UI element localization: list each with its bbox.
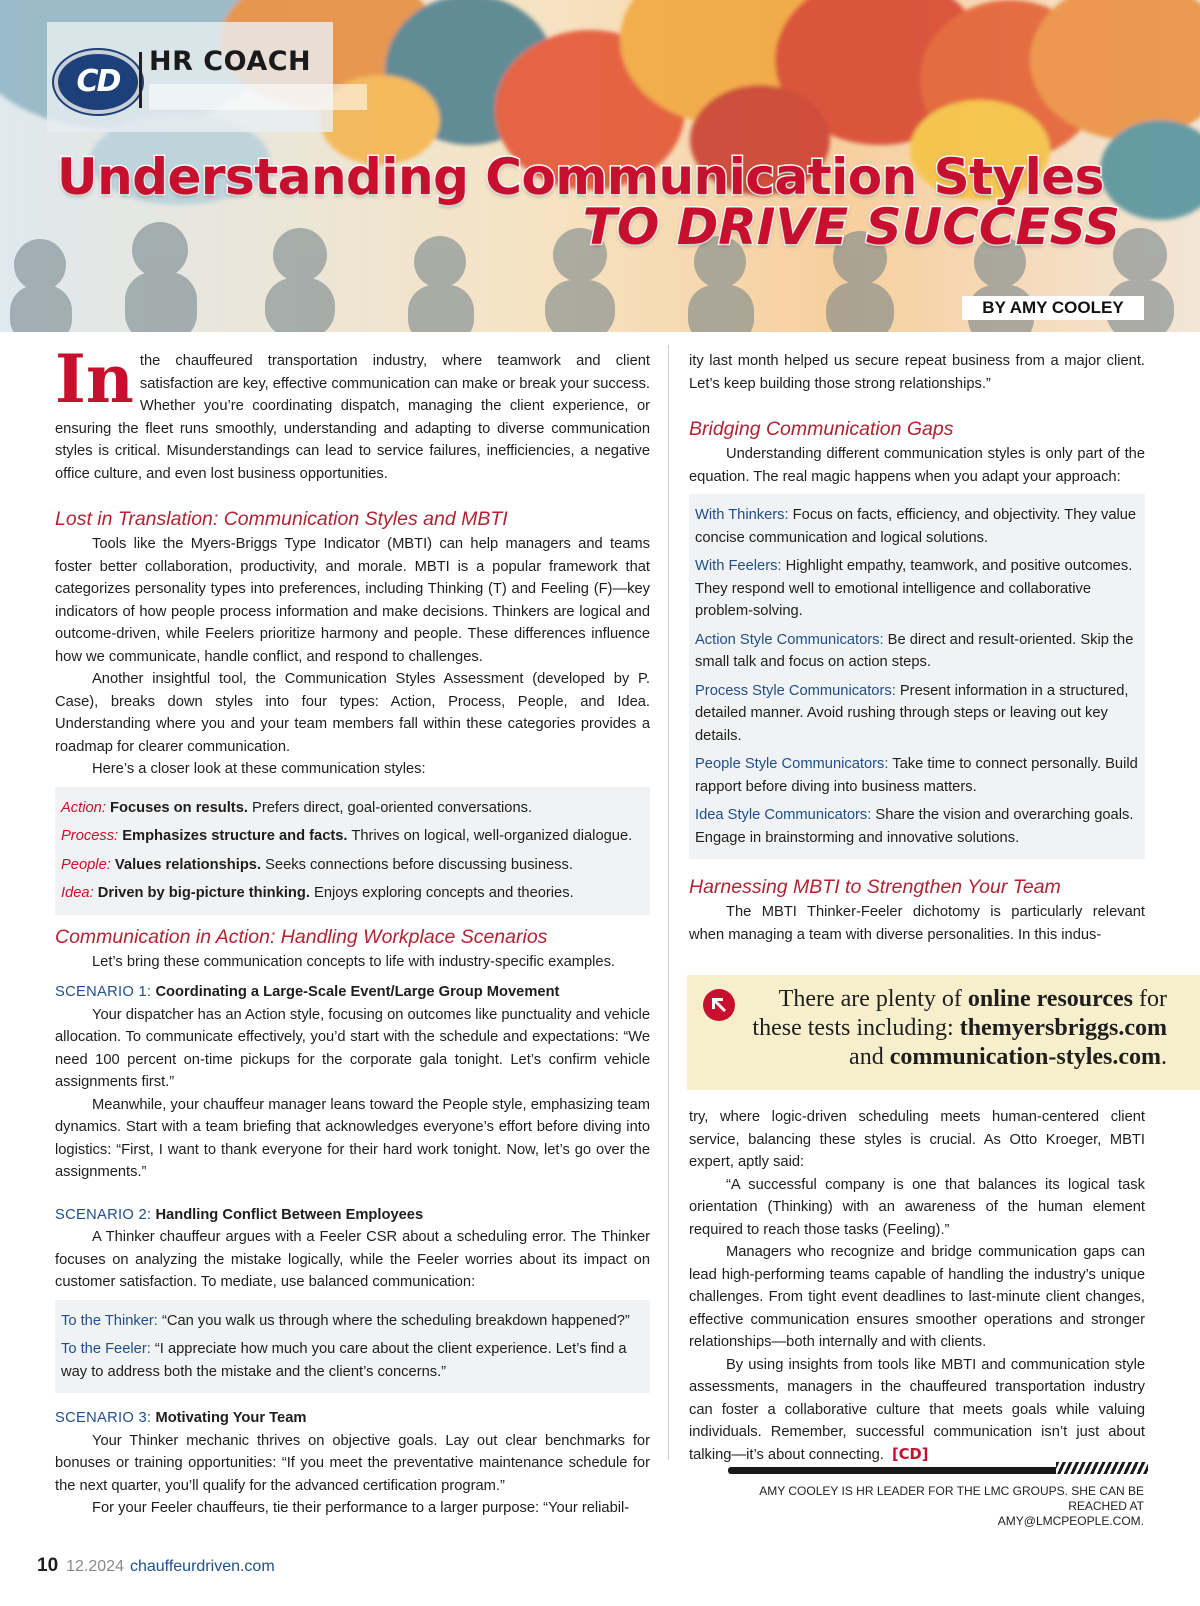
paragraph-csa: Another insightful tool, the Communication Styles Assessment (developed by P. Case), breaks down styles into four types: Action, Process, People, and Idea. Understanding where you and your team members fall within these categories provides a roadmap for clearer communication. [55, 671, 650, 755]
mediation-tag: To the Thinker: [61, 1312, 158, 1329]
callout-link: themyersbriggs.com [959, 1015, 1167, 1041]
adapt-text: Focus on facts, efficiency, and objectivity. They value concise communication and logical solutions. [695, 507, 1137, 546]
style-item [61, 797, 644, 820]
adapt-box [689, 494, 1145, 859]
styles-box [55, 787, 650, 915]
resources-callout [687, 975, 1200, 1090]
final-text: By using insights from tools like MBTI and communication style assessments, managers in the chauffeured transportation industry can foster a collaborative culture that meets goals while valuing individuals. Remember, successful communication isn’t just about talking—it’s about connecting. [689, 1356, 1145, 1463]
bio-line: AMY COOLEY IS HR LEADER FOR THE LMC GROUPS. SHE CAN BE REACHED AT [759, 1484, 1144, 1513]
adapt-item [695, 504, 1139, 549]
bio-email: AMY@LMCPEOPLE.COM. [997, 1514, 1144, 1528]
callout-link: communication-styles.com [889, 1044, 1161, 1070]
style-text: Thrives on logical, well-organized dialogue. [347, 828, 633, 844]
headline-line-2: TO DRIVE SUCCESS [582, 198, 1120, 256]
style-bold: Focuses on results. [110, 799, 248, 816]
paragraph-managers: Managers who recognize and bridge communication gaps can lead high-performing teams capable of handling the industry’s unique challenges. From tight event deadlines to last-minute client changes, effective communication ensures smoother operations and stronger relationships—both internally and with clients. [689, 1244, 1145, 1350]
logo-divider [139, 52, 142, 108]
mediation-item [61, 1310, 644, 1333]
style-bold: Values relationships. [114, 856, 262, 873]
style-bold: Driven by big-picture thinking. [97, 885, 310, 901]
column-divider [668, 345, 669, 1460]
scenario-1-heading [55, 981, 650, 1004]
style-tag: People: [61, 856, 111, 873]
style-item [61, 825, 644, 848]
adapt-item [695, 629, 1139, 674]
paragraph-harnessing: The MBTI Thinker-Feeler dichotomy is particularly relevant when managing a team with diverse personalities. In this indus- [689, 904, 1145, 943]
end-mark: [CD] [892, 1445, 929, 1463]
subheading-bridging: Bridging Communication Gaps [689, 418, 954, 440]
scenario-2-heading [55, 1204, 650, 1227]
section-logo [47, 22, 333, 132]
subheading-harnessing: Harnessing MBTI to Strengthen Your Team [689, 876, 1061, 898]
left-column [55, 340, 650, 1520]
mediation-tag: To the Feeler: [61, 1341, 151, 1357]
continued-paragraph: ity last month helped us secure repeat business from a major client. Let’s keep building those strong relationships.” [689, 353, 1145, 392]
scenario-1-paragraph-1: Your dispatcher has an Action style, focusing on outcomes like punctuality and vehicle allocation. To communicate effectively, you’d start with the schedule and expectations: “We need 100 percent on-time pickups for the corporate gala tonight. Let’s confirm vehicle assignments first.” [55, 1006, 650, 1090]
callout-part: . [1161, 1044, 1167, 1070]
scenario-3-heading [55, 1407, 650, 1430]
mediation-box [55, 1300, 650, 1394]
style-item [61, 854, 644, 877]
style-tag: Action: [61, 799, 106, 816]
paragraph-bridging: Understanding different communication styles is only part of the equation. The real magic happens when you adapt your approach: [689, 446, 1145, 485]
callout-part: for these tests including: [752, 986, 1167, 1041]
intro-paragraph [55, 340, 650, 485]
page-number: 10 [37, 1555, 59, 1576]
right-column [689, 350, 1145, 1466]
kroeger-quote: “A successful company is one that balances its logical task orientation (Thinking) with an awareness of the human element required to reach those tasks (Feeling).” [689, 1176, 1145, 1238]
paragraph-final [689, 1354, 1145, 1467]
adapt-item [695, 804, 1139, 849]
subheading-lost-in-translation: Lost in Translation: Communication Styles and MBTI [55, 508, 508, 530]
adapt-tag: Action Style Communicators: [695, 631, 884, 648]
site-url: chauffeurdriven.com [129, 1558, 275, 1575]
adapt-item [695, 555, 1139, 623]
scenario-title: Coordinating a Large-Scale Event/Large Group Movement [155, 984, 560, 1000]
scenario-title: Motivating Your Team [155, 1410, 307, 1426]
mediation-text: “Can you walk us through where the scheduling breakdown happened?” [157, 1312, 630, 1329]
scenario-3-paragraph-2: For your Feeler chauffeurs, tie their performance to a larger purpose: “Your reliabil- [92, 1500, 630, 1516]
logo-strip [149, 84, 367, 110]
style-tag: Idea: [61, 885, 94, 901]
bio-hatch [1056, 1462, 1148, 1474]
adapt-tag: With Thinkers: [695, 507, 789, 523]
scenario-label: SCENARIO 3: [55, 1410, 152, 1426]
issue-date: 12.2024 [66, 1558, 124, 1575]
section-label: HR COACH [149, 46, 312, 77]
adapt-text: Share the vision and overarching goals. Engage in brainstorming and innovative solutions. [695, 807, 1134, 846]
adapt-item [695, 680, 1139, 748]
callout-bold: online resources [967, 986, 1134, 1012]
paragraph-bring: Let’s bring these communication concepts to life with industry-specific examples. [92, 953, 616, 970]
callout-part: There are plenty of [778, 986, 968, 1012]
style-bold: Emphasizes structure and facts. [122, 828, 348, 844]
scenario-label: SCENARIO 1: [55, 984, 152, 1000]
headline-line-1: Understanding Communication Styles [57, 148, 1104, 206]
adapt-tag: Process Style Communicators: [695, 682, 896, 699]
subheading-communication-in-action: Communication in Action: Handling Workplace Scenarios [55, 925, 548, 948]
adapt-text: Present information in a structured, detailed manner. Avoid rushing through steps or leaving out key details. [695, 682, 1129, 744]
adapt-text: Be direct and result-oriented. Skip the small talk and focus on action steps. [695, 631, 1134, 670]
scenario-1-paragraph-2: Meanwhile, your chauffeur manager leans toward the People style, emphasizing team dynamics. Start with a team briefing that acknowledges everyone’s effort before diving into logistics: “First, I want to thank everyone for their hard work tonight. Now, let’s go over the assignments.” [55, 1096, 650, 1180]
style-tag: Process: [61, 828, 119, 844]
scenario-2-paragraph: A Thinker chauffeur argues with a Feeler CSR about a scheduling error. The Thinker focuses on analyzing the mistake logically, while the Feeler worries about its impact on customer satisfaction. To mediate, use balanced communication: [55, 1229, 650, 1290]
adapt-tag: People Style Communicators: [695, 756, 889, 772]
style-item [61, 882, 644, 905]
byline: BY AMY COOLEY [962, 296, 1144, 320]
callout-text [727, 985, 1167, 1072]
adapt-text: Highlight empathy, teamwork, and positive outcomes. They respond well to emotional intelligence and collaborative problem-solving. [695, 558, 1133, 619]
author-bio [730, 1484, 1144, 1529]
cd-logo-icon: CD [54, 50, 142, 114]
scenario-3-paragraph-1: Your Thinker mechanic thrives on objective goals. Lay out clear benchmarks for bonuses or training opportunities: “If you meet the preventative maintenance schedule for the next quarter, you’ll qualify for the advanced certification program.” [55, 1432, 650, 1494]
adapt-tag: Idea Style Communicators: [695, 807, 872, 823]
style-text: Enjoys exploring concepts and theories. [309, 885, 574, 901]
adapt-text: Take time to connect personally. Build rapport before diving into business matters. [695, 756, 1138, 795]
mediation-item [61, 1338, 644, 1383]
callout-part: and [849, 1044, 890, 1070]
intro-text: the chauffeured transportation industry, where teamwork and client satisfaction are key, effective communication can make or break your success. Whether you’re coordinating dispatch, managing the client experience, or ensuring the fleet runs smoothly, understanding and adapting to diverse communication styles is critical. Misunderstandings can lead to service failures, inefficiencies, a negative office culture, and even lost business opportunities. [55, 353, 650, 482]
scenario-label: SCENARIO 2: [55, 1206, 152, 1223]
paragraph-closer-look: Here’s a closer look at these communication styles: [92, 761, 426, 777]
style-text: Prefers direct, goal-oriented conversations. [247, 799, 533, 816]
paragraph-mbti: Tools like the Myers-Briggs Type Indicator (MBTI) can help managers and teams foster better collaboration, productivity, and morale. MBTI is a popular framework that categorizes personality types into preferences, including Thinking (T) and Feeling (F)—key indicators of how people process information and make decisions. Thinkers are logical and outcome-driven, while Feelers prioritize harmony and people. These differences influence how we communicate, handle conflict, and respond to challenges. [55, 536, 650, 665]
adapt-tag: With Feelers: [695, 558, 782, 574]
page-footer [37, 1555, 275, 1577]
scenario-title: Handling Conflict Between Employees [155, 1206, 424, 1223]
paragraph-try: try, where logic-driven scheduling meets human-centered client service, balancing these styles is crucial. As Otto Kroeger, MBTI expert, aptly said: [689, 1109, 1145, 1170]
header-banner [0, 0, 1200, 332]
drop-cap: In [55, 340, 134, 418]
adapt-item [695, 753, 1139, 798]
style-text: Seeks connections before discussing business. [261, 856, 573, 873]
mediation-text: “I appreciate how much you care about the client experience. Let’s find a way to address both the mistake and the client’s concerns.” [61, 1341, 627, 1380]
